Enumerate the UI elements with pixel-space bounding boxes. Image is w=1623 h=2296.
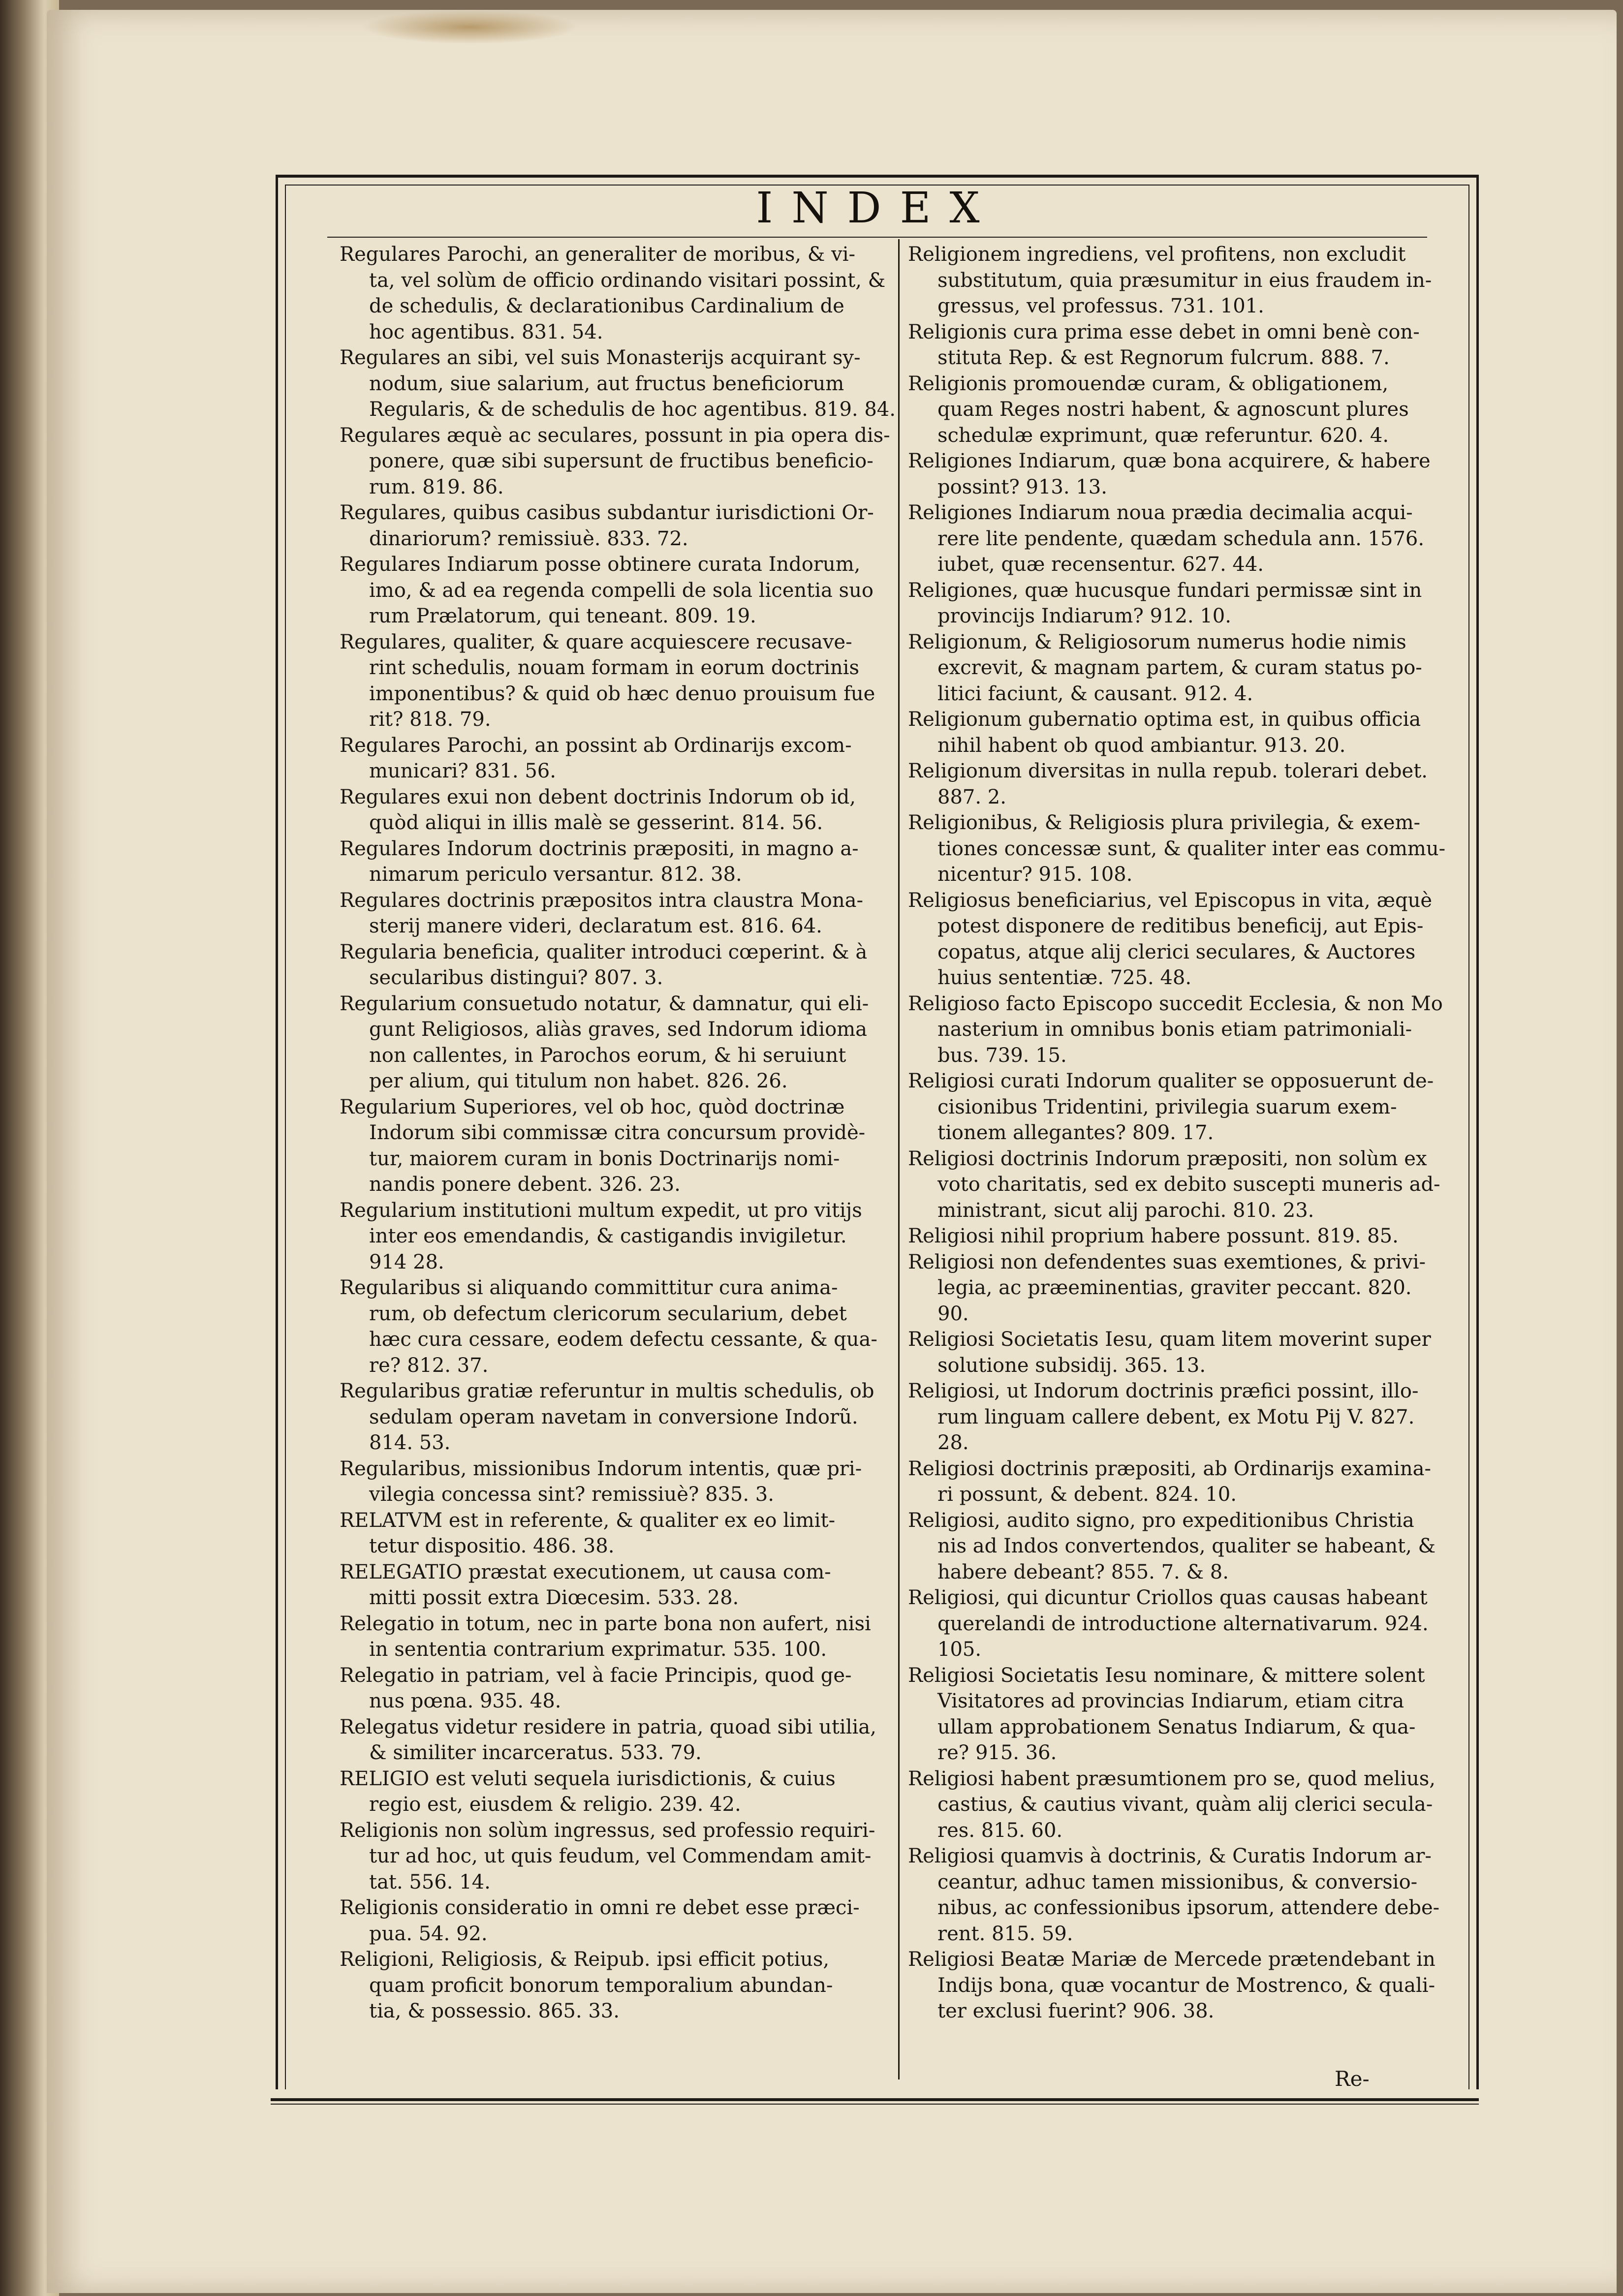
index-entry-line: rum Prælatorum, qui teneant. 809. 19. <box>369 605 756 627</box>
index-entry-line: schedulæ exprimunt, quæ referuntur. 620. 4. <box>937 424 1389 447</box>
index-entry-line: non callentes, in Parochos eorum, & hi seruiunt <box>369 1044 846 1067</box>
index-entry-line: Religionem ingrediens, vel profitens, non excludit <box>908 243 1406 266</box>
index-entry-line: inter eos emendandis, & castigandis invigiletur. <box>369 1225 847 1247</box>
index-entry-line: Regularium institutioni multum expedit, ut pro vitijs <box>340 1199 862 1222</box>
index-entry-line: mitti possit extra Diœcesim. 533. 28. <box>369 1586 739 1609</box>
index-entry-line: Regulares Parochi, an generaliter de moribus, & vi- <box>340 243 856 266</box>
index-entry-line: tat. 556. 14. <box>369 1870 491 1893</box>
index-entry-line: tur, maiorem curam in bonis Doctrinarijs nomi- <box>369 1147 840 1170</box>
index-entry-line: Relegatio in totum, nec in parte bona non aufert, nisi <box>340 1612 871 1635</box>
index-entry-line: Indijs bona, quæ vocantur de Mostrenco, & quali- <box>937 1974 1436 1997</box>
index-entry-line: Religiosus beneficiarius, vel Episcopus in vita, æquè <box>908 889 1433 912</box>
index-entry-line: Relegatio in patriam, vel à facie Principis, quod ge- <box>340 1664 852 1687</box>
title-rule <box>327 237 1427 238</box>
index-entry-line: imo, & ad ea regenda compelli de sola licentia suo <box>369 579 874 602</box>
index-entry-line: res. 815. 60. <box>937 1819 1063 1842</box>
index-column-left <box>340 242 898 2024</box>
index-entry-line: iubet, quæ recensentur. 627. 44. <box>937 553 1264 576</box>
index-entry-line: Religionis promouendæ curam, & obligationem, <box>908 372 1389 395</box>
index-entry-line: nis ad Indos convertendos, qualiter se habeant, & <box>937 1535 1436 1557</box>
index-entry-line: Religioso facto Episcopo succedit Ecclesia, & non Mo <box>908 992 1443 1015</box>
index-entry-line: Regulares æquè ac seculares, possunt in pia opera dis- <box>340 424 890 447</box>
index-entry-line: Regularibus gratiæ referuntur in multis schedulis, ob <box>340 1380 874 1402</box>
index-entry-line: Religionis consideratio in omni re debet esse præci- <box>340 1896 860 1919</box>
index-entry-line: tionem allegantes? 809. 17. <box>937 1121 1214 1144</box>
index-entry-line: Religionum gubernatio optima est, in quibus officia <box>908 708 1421 731</box>
index-entry-line: rum. 819. 86. <box>369 475 504 498</box>
index-entry-line: Religiosi curati Indorum qualiter se opposuerunt de- <box>908 1070 1434 1092</box>
index-entry-line: Regulares doctrinis præpositos intra claustra Mona- <box>340 889 864 912</box>
index-entry-line: Religiosi Societatis Iesu, quam litem moverint super <box>908 1328 1431 1351</box>
index-entry-line: Regularis, & de schedulis de hoc agentibus. 819. 84. <box>369 398 896 421</box>
index-entry-line: querelandi de introductione alternativarum. 924. <box>937 1612 1429 1635</box>
index-entry-line: pua. 54. 92. <box>369 1922 488 1945</box>
index-entry-line: ter exclusi fuerint? 906. 38. <box>937 2000 1215 2022</box>
index-entry-line: regio est, eiusdem & religio. 239. 42. <box>369 1793 741 1816</box>
index-entry-line: RELIGIO est veluti sequela iurisdictionis, & cuius <box>340 1767 836 1790</box>
column-divider <box>898 239 900 2079</box>
index-entry-line: castius, & cautius vivant, quàm alij clerici secula- <box>937 1793 1433 1816</box>
index-entry-line: nibus, ac confessionibus ipsorum, attendere debe- <box>937 1896 1440 1919</box>
index-entry-line: Religiones, quæ hucusque fundari permissæ sint in <box>908 579 1422 602</box>
index-entry-line: imponentibus? & quid ob hæc denuo prouisum fue <box>369 682 875 705</box>
index-entry-line: RELEGATIO præstat executionem, ut causa com- <box>340 1560 831 1583</box>
index-entry-line: Religionis non solùm ingressus, sed professio requiri- <box>340 1819 875 1842</box>
bottom-rule <box>271 2098 1479 2101</box>
index-entry-line: gunt Religiosos, aliàs graves, sed Indorum idioma <box>369 1018 868 1041</box>
index-entry-line: Regulares, qualiter, & quare acquiescere recusave- <box>340 630 852 653</box>
index-entry-line: Regularia beneficia, qualiter introduci cœperint. & à <box>340 940 868 963</box>
index-entry-line: tetur dispositio. 486. 38. <box>369 1535 615 1557</box>
index-entry-line: cisionibus Tridentini, privilegia suarum exem- <box>937 1095 1397 1118</box>
page-stain <box>362 10 578 44</box>
index-entry-line: Regulares an sibi, vel suis Monasterijs acquirant sy- <box>340 346 861 369</box>
index-entry-line: rum linguam callere debent, ex Motu Pij V. 827. <box>937 1405 1415 1428</box>
index-entry-line: provincijs Indiarum? 912. 10. <box>937 605 1231 627</box>
index-entry-line: huius sententiæ. 725. 48. <box>937 966 1192 989</box>
index-entry-line: Religiosi doctrinis Indorum præpositi, non solùm ex <box>908 1147 1427 1170</box>
index-entry-line: gressus, vel professus. 731. 101. <box>937 295 1264 317</box>
index-entry-line: habere debeant? 855. 7. & 8. <box>937 1560 1229 1583</box>
catchword: Re- <box>1335 2067 1370 2091</box>
index-entry-line: & similiter incarceratus. 533. 79. <box>369 1741 702 1764</box>
index-entry-line: Religiosi, qui dicuntur Criollos quas causas habeant <box>908 1586 1428 1609</box>
index-entry-line: Regularium consuetudo notatur, & damnatur, qui eli- <box>340 992 869 1015</box>
index-entry-line: rere lite pendente, quædam schedula ann. 1576. <box>937 527 1425 550</box>
index-entry-line: potest disponere de reditibus beneficij, aut Epis- <box>937 915 1424 937</box>
index-entry-line: ri possunt, & debent. 824. 10. <box>937 1483 1237 1506</box>
index-entry-line: litici faciunt, & causant. 912. 4. <box>937 682 1253 705</box>
index-entry-line: Religiosi habent præsumtionem pro se, quod melius, <box>908 1767 1436 1790</box>
index-entry-line: Religiosi, ut Indorum doctrinis præfici possint, illo- <box>908 1380 1419 1402</box>
index-entry-line: Relegatus videtur residere in patria, quoad sibi utilia, <box>340 1715 876 1738</box>
index-entry-line: secularibus distingui? 807. 3. <box>369 966 663 989</box>
index-entry-line: tur ad hoc, ut quis feudum, vel Commendam amit- <box>369 1845 872 1867</box>
index-entry-line: Religiosi nihil proprium habere possunt. 819. 85. <box>908 1225 1399 1247</box>
index-entry-line: Religiones Indiarum, quæ bona acquirere, & habere <box>908 450 1431 472</box>
index-entry-line: legia, ac præeminentias, graviter peccant. 820. <box>937 1276 1412 1299</box>
index-entry-line: bus. 739. 15. <box>937 1044 1067 1067</box>
index-entry-line: Religionis cura prima esse debet in omni benè con- <box>908 320 1420 343</box>
index-entry-line: ceantur, adhuc tamen missionibus, & conversio- <box>937 1870 1418 1893</box>
index-entry-line: de schedulis, & declarationibus Cardinalium de <box>369 295 844 317</box>
index-entry-line: Visitatores ad provincias Indiarum, etiam citra <box>937 1690 1405 1712</box>
index-entry-line: tia, & possessio. 865. 33. <box>369 2000 620 2022</box>
index-entry-line: in sententia contrarium exprimatur. 535. 100. <box>369 1638 827 1661</box>
index-entry-line: nasterium in omnibus bonis etiam patrimoniali- <box>937 1018 1412 1041</box>
index-entry-line: stituta Rep. & est Regnorum fulcrum. 888. 7. <box>937 346 1390 369</box>
index-entry-line: Regulares Indiarum posse obtinere curata Indorum, <box>340 553 861 576</box>
index-entry-line: sedulam operam navetam in conversione Indorũ. <box>369 1405 858 1428</box>
index-entry-line: ponere, quæ sibi supersunt de fructibus beneficio- <box>369 450 874 472</box>
index-entry-line: quam Reges nostri habent, & agnoscunt plures <box>937 398 1409 421</box>
index-entry-line: RELATVM est in referente, & qualiter ex eo limit- <box>340 1509 836 1532</box>
index-entry-line: Religiones Indiarum noua prædia decimalia acqui- <box>908 501 1413 524</box>
index-entry-line: Religiosi doctrinis præpositi, ab Ordinarijs examina- <box>908 1457 1431 1480</box>
index-entry-line: nicentur? 915. 108. <box>937 863 1133 886</box>
page-title: INDEX <box>756 184 999 233</box>
index-entry-line: Regularium Superiores, vel ob hoc, quòd doctrinæ <box>340 1095 845 1118</box>
index-entry-line: 28. <box>937 1431 969 1454</box>
index-entry-line: 90. <box>937 1302 969 1325</box>
index-entry-line: excrevit, & magnam partem, & curam status po- <box>937 656 1422 679</box>
index-entry-line: nodum, siue salarium, aut fructus beneficiorum <box>369 372 844 395</box>
index-entry-line: Regulares Indorum doctrinis præpositi, in magno a- <box>340 837 859 860</box>
index-entry-line: 914 28. <box>369 1250 444 1273</box>
index-entry-line: ullam approbationem Senatus Indiarum, & qua- <box>937 1715 1416 1738</box>
index-entry-line: tiones concessæ sunt, & qualiter inter eas commu- <box>937 837 1446 860</box>
index-entry-line: possint? 913. 13. <box>937 475 1107 498</box>
index-entry-line: Regulares exui non debent doctrinis Indorum ob id, <box>340 785 856 808</box>
index-entry-line: rum, ob defectum clericorum secularium, debet <box>369 1302 847 1325</box>
index-entry-line: Religionum diversitas in nulla repub. tolerari debet. <box>908 760 1428 782</box>
index-entry-line: nimarum periculo versantur. 812. 38. <box>369 863 742 886</box>
index-entry-line: vilegia concessa sint? remissiuè? 835. 3. <box>369 1483 774 1506</box>
index-entry-line: quòd aliqui in illis malè se gesserint. 814. 56. <box>369 811 823 834</box>
index-entry-line: nus pœna. 935. 48. <box>369 1690 562 1712</box>
index-entry-line: Religiosi Societatis Iesu nominare, & mittere solent <box>908 1664 1425 1687</box>
index-entry-line: copatus, atque alij clerici seculares, & Auctores <box>937 940 1416 963</box>
index-entry-line: Regulares Parochi, an possint ab Ordinarijs excom- <box>340 734 852 757</box>
index-entry-line: Regularibus, missionibus Indorum intentis, quæ pri- <box>340 1457 862 1480</box>
index-column-right <box>908 242 1467 2024</box>
index-entry-line: Indorum sibi commissæ citra concursum providè- <box>369 1121 866 1144</box>
index-entry-line: 887. 2. <box>937 785 1006 808</box>
index-entry-line: substitutum, quia præsumitur in eius fraudem in- <box>937 269 1432 292</box>
index-entry-line: per alium, qui titulum non habet. 826. 26. <box>369 1070 788 1092</box>
index-entry-line: Religiosi quamvis à doctrinis, & Curatis Indorum ar- <box>908 1845 1432 1867</box>
index-entry-line: municari? 831. 56. <box>369 760 556 782</box>
index-entry-line: rent. 815. 59. <box>937 1922 1073 1945</box>
index-entry-line: nandis ponere debent. 326. 23. <box>369 1173 681 1196</box>
index-entry-line: 105. <box>937 1638 982 1661</box>
index-entry-line: Religiosi, audito signo, pro expeditionibus Christia <box>908 1509 1414 1532</box>
index-entry-line: hæc cura cessare, eodem defectu cessante, & qua- <box>369 1328 877 1351</box>
index-entry-line: Religionibus, & Religiosis plura privilegia, & exem- <box>908 811 1421 834</box>
index-entry-line: ta, vel solùm de officio ordinando visitari possint, & <box>369 269 886 292</box>
index-entry-line: ministrant, sicut alij parochi. 810. 23. <box>937 1199 1314 1222</box>
index-entry-line: Regularibus si aliquando committitur cura anima- <box>340 1276 838 1299</box>
index-entry-line: re? 812. 37. <box>369 1354 489 1377</box>
index-entry-line: Religioni, Religiosis, & Reipub. ipsi efficit potius, <box>340 1948 830 1971</box>
index-entry-line: Religiosi Beatæ Mariæ de Mercede prætendebant in <box>908 1948 1436 1971</box>
index-entry-line: Religionum, & Religiosorum numerus hodie nimis <box>908 630 1406 653</box>
index-entry-line: quam proficit bonorum temporalium abundan- <box>369 1974 833 1997</box>
index-entry-line: Religiosi non defendentes suas exemtiones, & privi- <box>908 1250 1426 1273</box>
index-entry-line: re? 915. 36. <box>937 1741 1057 1764</box>
index-entry-line: solutione subsidij. 365. 13. <box>937 1354 1206 1377</box>
index-entry-line: dinariorum? remissiuè. 833. 72. <box>369 527 688 550</box>
index-entry-line: voto charitatis, sed ex debito suscepti muneris ad- <box>937 1173 1440 1196</box>
index-entry-line: rint schedulis, nouam formam in eorum doctrinis <box>369 656 859 679</box>
text-frame <box>276 175 1479 2089</box>
index-entry-line: nihil habent ob quod ambiantur. 913. 20. <box>937 734 1346 757</box>
index-entry-line: 814. 53. <box>369 1431 451 1454</box>
index-entry-line: Regulares, quibus casibus subdantur iurisdictioni Or- <box>340 501 874 524</box>
index-entry-line: hoc agentibus. 831. 54. <box>369 320 603 343</box>
index-entry-line: rit? 818. 79. <box>369 708 491 731</box>
bottom-rule-thin <box>271 2104 1479 2105</box>
index-entry-line: sterij manere videri, declaratum est. 816. 64. <box>369 915 822 937</box>
